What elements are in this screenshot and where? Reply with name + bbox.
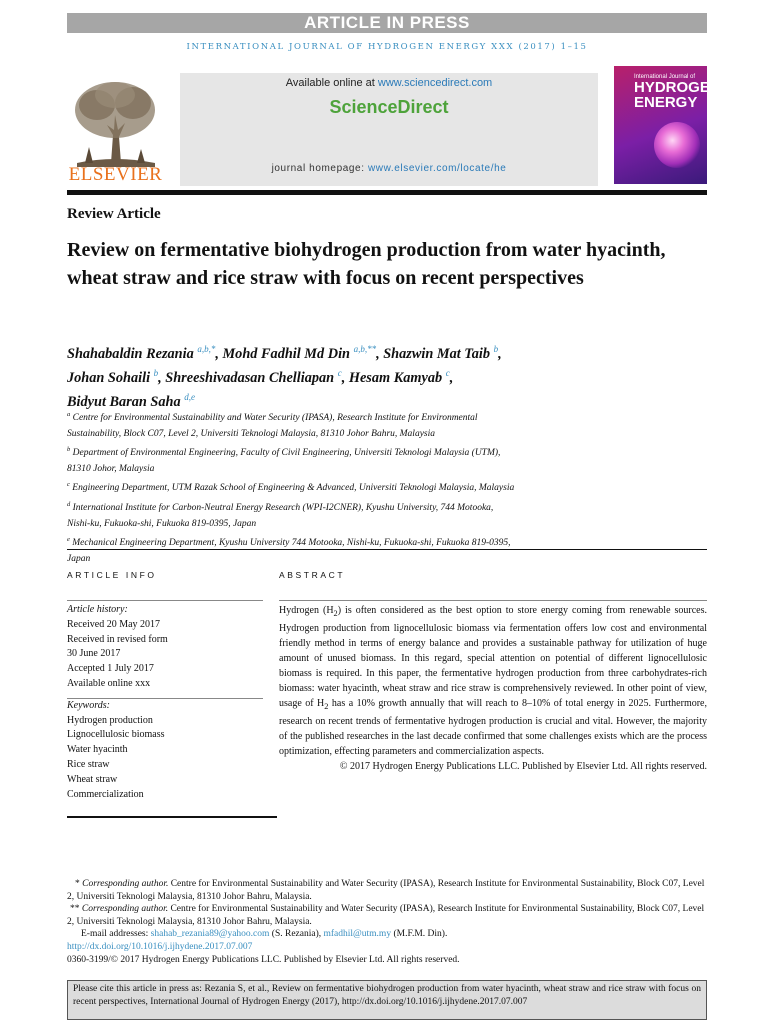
- affiliation-key: a: [67, 411, 71, 418]
- journal-cover-image: [614, 66, 721, 184]
- abstract-text: has a 10% growth annually that will reach to 8–10% of total energy in 2025. Furthermore, research on recent trends of fermentative hydrogen production is crucial and vital. However, the majority of the published researches in the last decade confirmed that some challenges exists which are the process optimization, effecting parameters and commercialization aspects.: [279, 698, 707, 757]
- footnote-text: Centre for Environmental Sustainability and Water Security (IPASA), Research Institute for Environmental Sustainability, Block C07, Level 2, Universiti Teknologi Malaysia, 81310 Johor Bahru, Malaysia.: [67, 879, 705, 902]
- keyword: Wheat straw: [67, 773, 118, 785]
- footnotes: [67, 878, 707, 966]
- sciencedirect-link[interactable]: www.sciencedirect.com: [377, 77, 493, 89]
- footnote-text: Centre for Environmental Sustainability and Water Security (IPASA), Research Institute for Environmental Sustainability, Block C07, Level 2, Universiti Teknologi Malaysia, 81310 Johor Bahru, Malaysia.: [67, 904, 705, 927]
- email-addresses: [67, 928, 707, 941]
- email-owner: (M.F.M. Din).: [391, 929, 448, 940]
- doi-link[interactable]: http://dx.doi.org/10.1016/j.ijhydene.2017.07.007: [67, 941, 253, 952]
- author-name: Mohd Fadhil Md Din: [222, 345, 350, 362]
- author-name: Shazwin Mat Taib: [383, 345, 490, 362]
- subscript: 2: [333, 609, 338, 618]
- journal-homepage-link[interactable]: www.elsevier.com/locate/he: [367, 163, 507, 174]
- abstract-body: [279, 597, 707, 774]
- author-affiliation-marks: b: [153, 368, 159, 379]
- keyword: Water hyacinth: [67, 744, 128, 756]
- email-owner: (S. Rezania),: [269, 929, 324, 940]
- author[interactable]: [222, 346, 383, 362]
- article-type: Review Article: [67, 206, 161, 222]
- author-separator: ,: [215, 345, 223, 362]
- corresponding-author-1: [67, 878, 707, 903]
- article-info-heading: ARTICLE INFO: [67, 570, 157, 580]
- footnote-label: Corresponding author.: [81, 904, 169, 915]
- sciencedirect-logo: ScienceDirect: [329, 97, 449, 117]
- accepted-date: Accepted 1 July 2017: [67, 663, 154, 675]
- history-label: Article history:: [67, 604, 128, 615]
- cover-title-line2: ENERGY: [634, 94, 698, 111]
- affiliation-b: [67, 442, 707, 477]
- corresponding-author-2: [67, 903, 707, 928]
- affiliation-d: [67, 497, 707, 532]
- cover-orb-graphic: [654, 122, 700, 168]
- keyword: Lignocellulosic biomass: [67, 729, 165, 741]
- info-bottom-rule: [67, 816, 277, 818]
- keyword: Rice straw: [67, 758, 110, 770]
- journal-running-header: INTERNATIONAL JOURNAL OF HYDROGEN ENERGY XXX (2017) 1–15: [186, 42, 588, 52]
- article-title: Review on fermentative biohydrogen production from water hyacinth, wheat straw and rice straw with focus on recent perspectives: [67, 239, 666, 289]
- cover-title: [634, 80, 721, 110]
- available-online-line: [180, 77, 598, 89]
- affiliation-key: d: [67, 500, 71, 508]
- abstract-copyright: © 2017 Hydrogen Energy Publications LLC. Published by Elsevier Ltd. All rights reserved.: [339, 761, 707, 772]
- author-affiliation-marks: d,e: [184, 392, 195, 403]
- footnote-mark: *: [75, 879, 80, 889]
- author-affiliation-marks: a,b,**: [353, 344, 377, 354]
- affiliation-key: e: [67, 536, 70, 544]
- homepage-label: journal homepage:: [271, 163, 368, 174]
- article-in-press-banner: ARTICLE IN PRESS: [67, 13, 707, 33]
- author[interactable]: [349, 370, 453, 386]
- online-date: Available online xxx: [67, 677, 151, 689]
- journal-homepage-line: [180, 163, 598, 174]
- affiliation-line: 81310 Johor, Malaysia: [67, 463, 155, 474]
- email-label: E-mail addresses:: [81, 929, 151, 940]
- footnote-label: Corresponding author.: [82, 879, 169, 889]
- author-separator: ,: [449, 370, 454, 387]
- author-separator: ,: [341, 370, 349, 387]
- affiliation-line: Department of Environmental Engineering, Faculty of Civil Engineering, Universiti Teknologi Malaysia (UTM),: [72, 448, 501, 459]
- affiliation-line: Sustainability, Block C07, Level 2, Universiti Teknologi Malaysia, 81310 Johor Bahru, Malaysia: [67, 428, 436, 439]
- header-divider: [67, 190, 707, 195]
- email-link[interactable]: shahab_rezania89@yahoo.com: [150, 929, 270, 940]
- author[interactable]: [383, 346, 501, 362]
- author-separator: ,: [376, 345, 384, 362]
- sciencedirect-box: [180, 73, 598, 186]
- citation-box: Please cite this article in press as: Rezania S, et al., Review on fermentative biohydrogen production from water hyacinth, wheat straw and rice straw with focus on recent perspectives, International Journal of Hydrogen Energy (2017), http://dx.doi.org/10.1016/j.ijhydene.2017.07.007: [67, 980, 707, 1020]
- author[interactable]: [67, 370, 165, 386]
- subscript: 2: [324, 702, 329, 711]
- footnote-mark: **: [70, 904, 80, 915]
- affiliation-line: Centre for Environmental Sustainability and Water Security (IPASA), Research Institute for Environmental: [72, 413, 478, 424]
- affiliations: [67, 407, 707, 567]
- available-online-label: Available online at: [285, 77, 378, 89]
- abstract-text: Hydrogen (H: [279, 605, 334, 616]
- affiliation-a: [67, 407, 707, 442]
- author-name: Johan Sohaili: [67, 370, 151, 387]
- affiliation-line: Engineering Department, UTM Razak School of Engineering & Advanced, Universiti Teknologi Malaysia, Malaysia: [72, 483, 515, 494]
- cover-title-line1: HYDROGEN: [634, 79, 721, 96]
- revised-date: 30 June 2017: [67, 648, 121, 660]
- abstract-divider: [279, 600, 707, 601]
- issn-copyright: 0360-3199/© 2017 Hydrogen Energy Publications LLC. Published by Elsevier Ltd. All rights reserved.: [67, 954, 460, 965]
- affiliation-line: Mechanical Engineering Department, Kyushu University 744 Motooka, Nishi-ku, Fukuoka-shi, Fukuoka 819-0395,: [72, 538, 511, 549]
- affiliation-line: Nishi-ku, Fukuoka-shi, Fukuoka 819-0395, Japan: [67, 518, 257, 529]
- author-affiliation-marks: c: [337, 368, 342, 379]
- abstract-text: ) is often considered as the best option to store energy coming from renewable sources. Hydrogen production from lignocellulosic biomass via fermentation offers low cost and environmental friendly method in terms of energy balance and provides a sustainable pathway for utilization of huge amount of unused biomass. In this regard, special attention on potential of different lignocellulosic biomass is required. In this paper, the fermentative hydrogen production from three carbohydrates-rich biomass: water hyacinth, wheat straw and rice straw is comprehensively reviewed. In other point of view, usage of H: [279, 605, 708, 709]
- received-date: Received 20 May 2017: [67, 618, 161, 630]
- author-name: Shreeshivadasan Chelliapan: [165, 370, 335, 387]
- author-separator: ,: [498, 345, 502, 362]
- affiliation-key: c: [67, 481, 70, 489]
- revised-label: Received in revised form: [67, 633, 168, 645]
- affiliation-c: [67, 477, 707, 497]
- author-list: [67, 340, 697, 413]
- author-name: Shahabaldin Rezania: [67, 345, 194, 362]
- author-affiliation-marks: b: [493, 344, 499, 354]
- info-divider: [67, 600, 263, 601]
- cover-subtitle: International Journal of: [634, 74, 696, 80]
- elsevier-wordmark: ELSEVIER: [68, 164, 163, 185]
- abstract-heading: ABSTRACT: [279, 570, 346, 580]
- keyword: Hydrogen production: [67, 714, 153, 726]
- author-name: Hesam Kamyab: [348, 370, 443, 387]
- affiliation-key: b: [67, 446, 71, 454]
- author-affiliation-marks: a,b,*: [197, 344, 216, 354]
- author[interactable]: [67, 346, 222, 362]
- author-name: Bidyut Baran Saha: [67, 394, 181, 411]
- author-affiliation-marks: c: [445, 368, 450, 379]
- affiliation-line: Japan: [67, 553, 91, 564]
- article-info: [67, 597, 267, 802]
- author-separator: ,: [158, 370, 166, 387]
- affiliation-line: International Institute for Carbon-Neutral Energy Research (WPI-I2CNER), Kyushu University, 744 Motooka,: [72, 503, 494, 514]
- section-divider: [67, 549, 707, 550]
- keywords-label: Keywords:: [67, 699, 110, 711]
- keyword: Commercialization: [67, 788, 144, 800]
- author[interactable]: [165, 370, 349, 386]
- email-link[interactable]: mfadhil@utm.my: [323, 929, 392, 940]
